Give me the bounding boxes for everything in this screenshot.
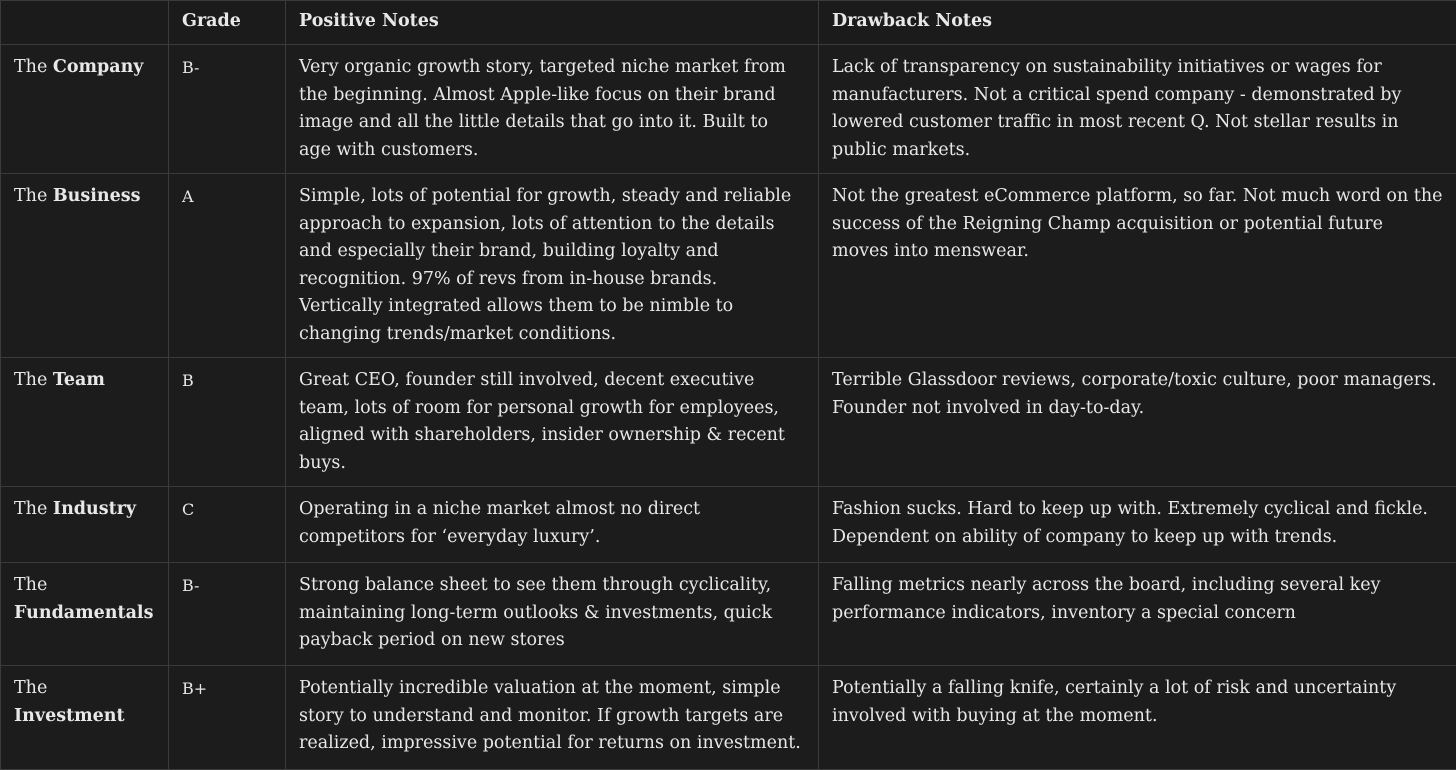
category-prefix: The bbox=[14, 678, 47, 698]
category-name: Team bbox=[53, 370, 105, 390]
drawback-notes-cell: Terrible Glassdoor reviews, corporate/toxic culture, poor managers. Founder not involved in day-to-day. bbox=[819, 358, 1456, 487]
positive-notes-cell: Operating in a niche market almost no direct competitors for ‘everyday luxury’. bbox=[286, 487, 819, 563]
category-cell bbox=[1, 174, 169, 358]
positive-notes-cell: Potentially incredible valuation at the moment, simple story to understand and monitor. If growth targets are realized, impressive potential for returns on investment. bbox=[286, 666, 819, 770]
table-row bbox=[1, 666, 1456, 770]
drawback-notes-cell: Fashion sucks. Hard to keep up with. Extremely cyclical and fickle. Dependent on ability of company to keep up with trends. bbox=[819, 487, 1456, 563]
grade-cell: B- bbox=[169, 45, 286, 174]
category-prefix: The bbox=[14, 575, 47, 595]
category-cell bbox=[1, 45, 169, 174]
category-cell bbox=[1, 563, 169, 666]
category-name: Business bbox=[53, 186, 141, 206]
drawback-notes-cell: Not the greatest eCommerce platform, so far. Not much word on the success of the Reigning Champ acquisition or potential future moves into menswear. bbox=[819, 174, 1456, 358]
category-name: Investment bbox=[14, 706, 125, 726]
header-row bbox=[1, 1, 1456, 45]
header-category bbox=[1, 1, 169, 45]
positive-notes-cell: Great CEO, founder still involved, decent executive team, lots of room for personal growth for employees, aligned with shareholders, insider ownership & recent buys. bbox=[286, 358, 819, 487]
table-row bbox=[1, 563, 1456, 666]
grade-cell: A bbox=[169, 174, 286, 358]
category-cell bbox=[1, 358, 169, 487]
grade-cell: B bbox=[169, 358, 286, 487]
header-positive-notes: Positive Notes bbox=[286, 1, 819, 45]
table-row bbox=[1, 174, 1456, 358]
drawback-notes-cell: Potentially a falling knife, certainly a lot of risk and uncertainty involved with buying at the moment. bbox=[819, 666, 1456, 770]
header-grade: Grade bbox=[169, 1, 286, 45]
drawback-notes-cell: Lack of transparency on sustainability initiatives or wages for manufacturers. Not a critical spend company - demonstrated by lowered customer traffic in most recent Q. Not stellar results in public markets. bbox=[819, 45, 1456, 174]
category-name: Industry bbox=[53, 499, 136, 519]
category-prefix: The bbox=[14, 186, 47, 206]
grade-cell: C bbox=[169, 487, 286, 563]
category-cell bbox=[1, 666, 169, 770]
table-row bbox=[1, 358, 1456, 487]
category-prefix: The bbox=[14, 370, 47, 390]
drawback-notes-cell: Falling metrics nearly across the board, including several key performance indicators, inventory a special concern bbox=[819, 563, 1456, 666]
grade-cell: B+ bbox=[169, 666, 286, 770]
grade-cell: B- bbox=[169, 563, 286, 666]
header-drawback-notes: Drawback Notes bbox=[819, 1, 1456, 45]
category-name: Company bbox=[53, 57, 144, 77]
category-prefix: The bbox=[14, 57, 47, 77]
category-cell bbox=[1, 487, 169, 563]
table-row bbox=[1, 487, 1456, 563]
positive-notes-cell: Very organic growth story, targeted niche market from the beginning. Almost Apple-like focus on their brand image and all the little details that go into it. Built to age with customers. bbox=[286, 45, 819, 174]
positive-notes-cell: Simple, lots of potential for growth, steady and reliable approach to expansion, lots of attention to the details and especially their brand, building loyalty and recognition. 97% of revs from in-house brands. Vertically integrated allows them to be nimble to changing trends/market conditions. bbox=[286, 174, 819, 358]
table-row bbox=[1, 45, 1456, 174]
category-prefix: The bbox=[14, 499, 47, 519]
positive-notes-cell: Strong balance sheet to see them through cyclicality, maintaining long-term outlooks & investments, quick payback period on new stores bbox=[286, 563, 819, 666]
category-name: Fundamentals bbox=[14, 603, 153, 623]
